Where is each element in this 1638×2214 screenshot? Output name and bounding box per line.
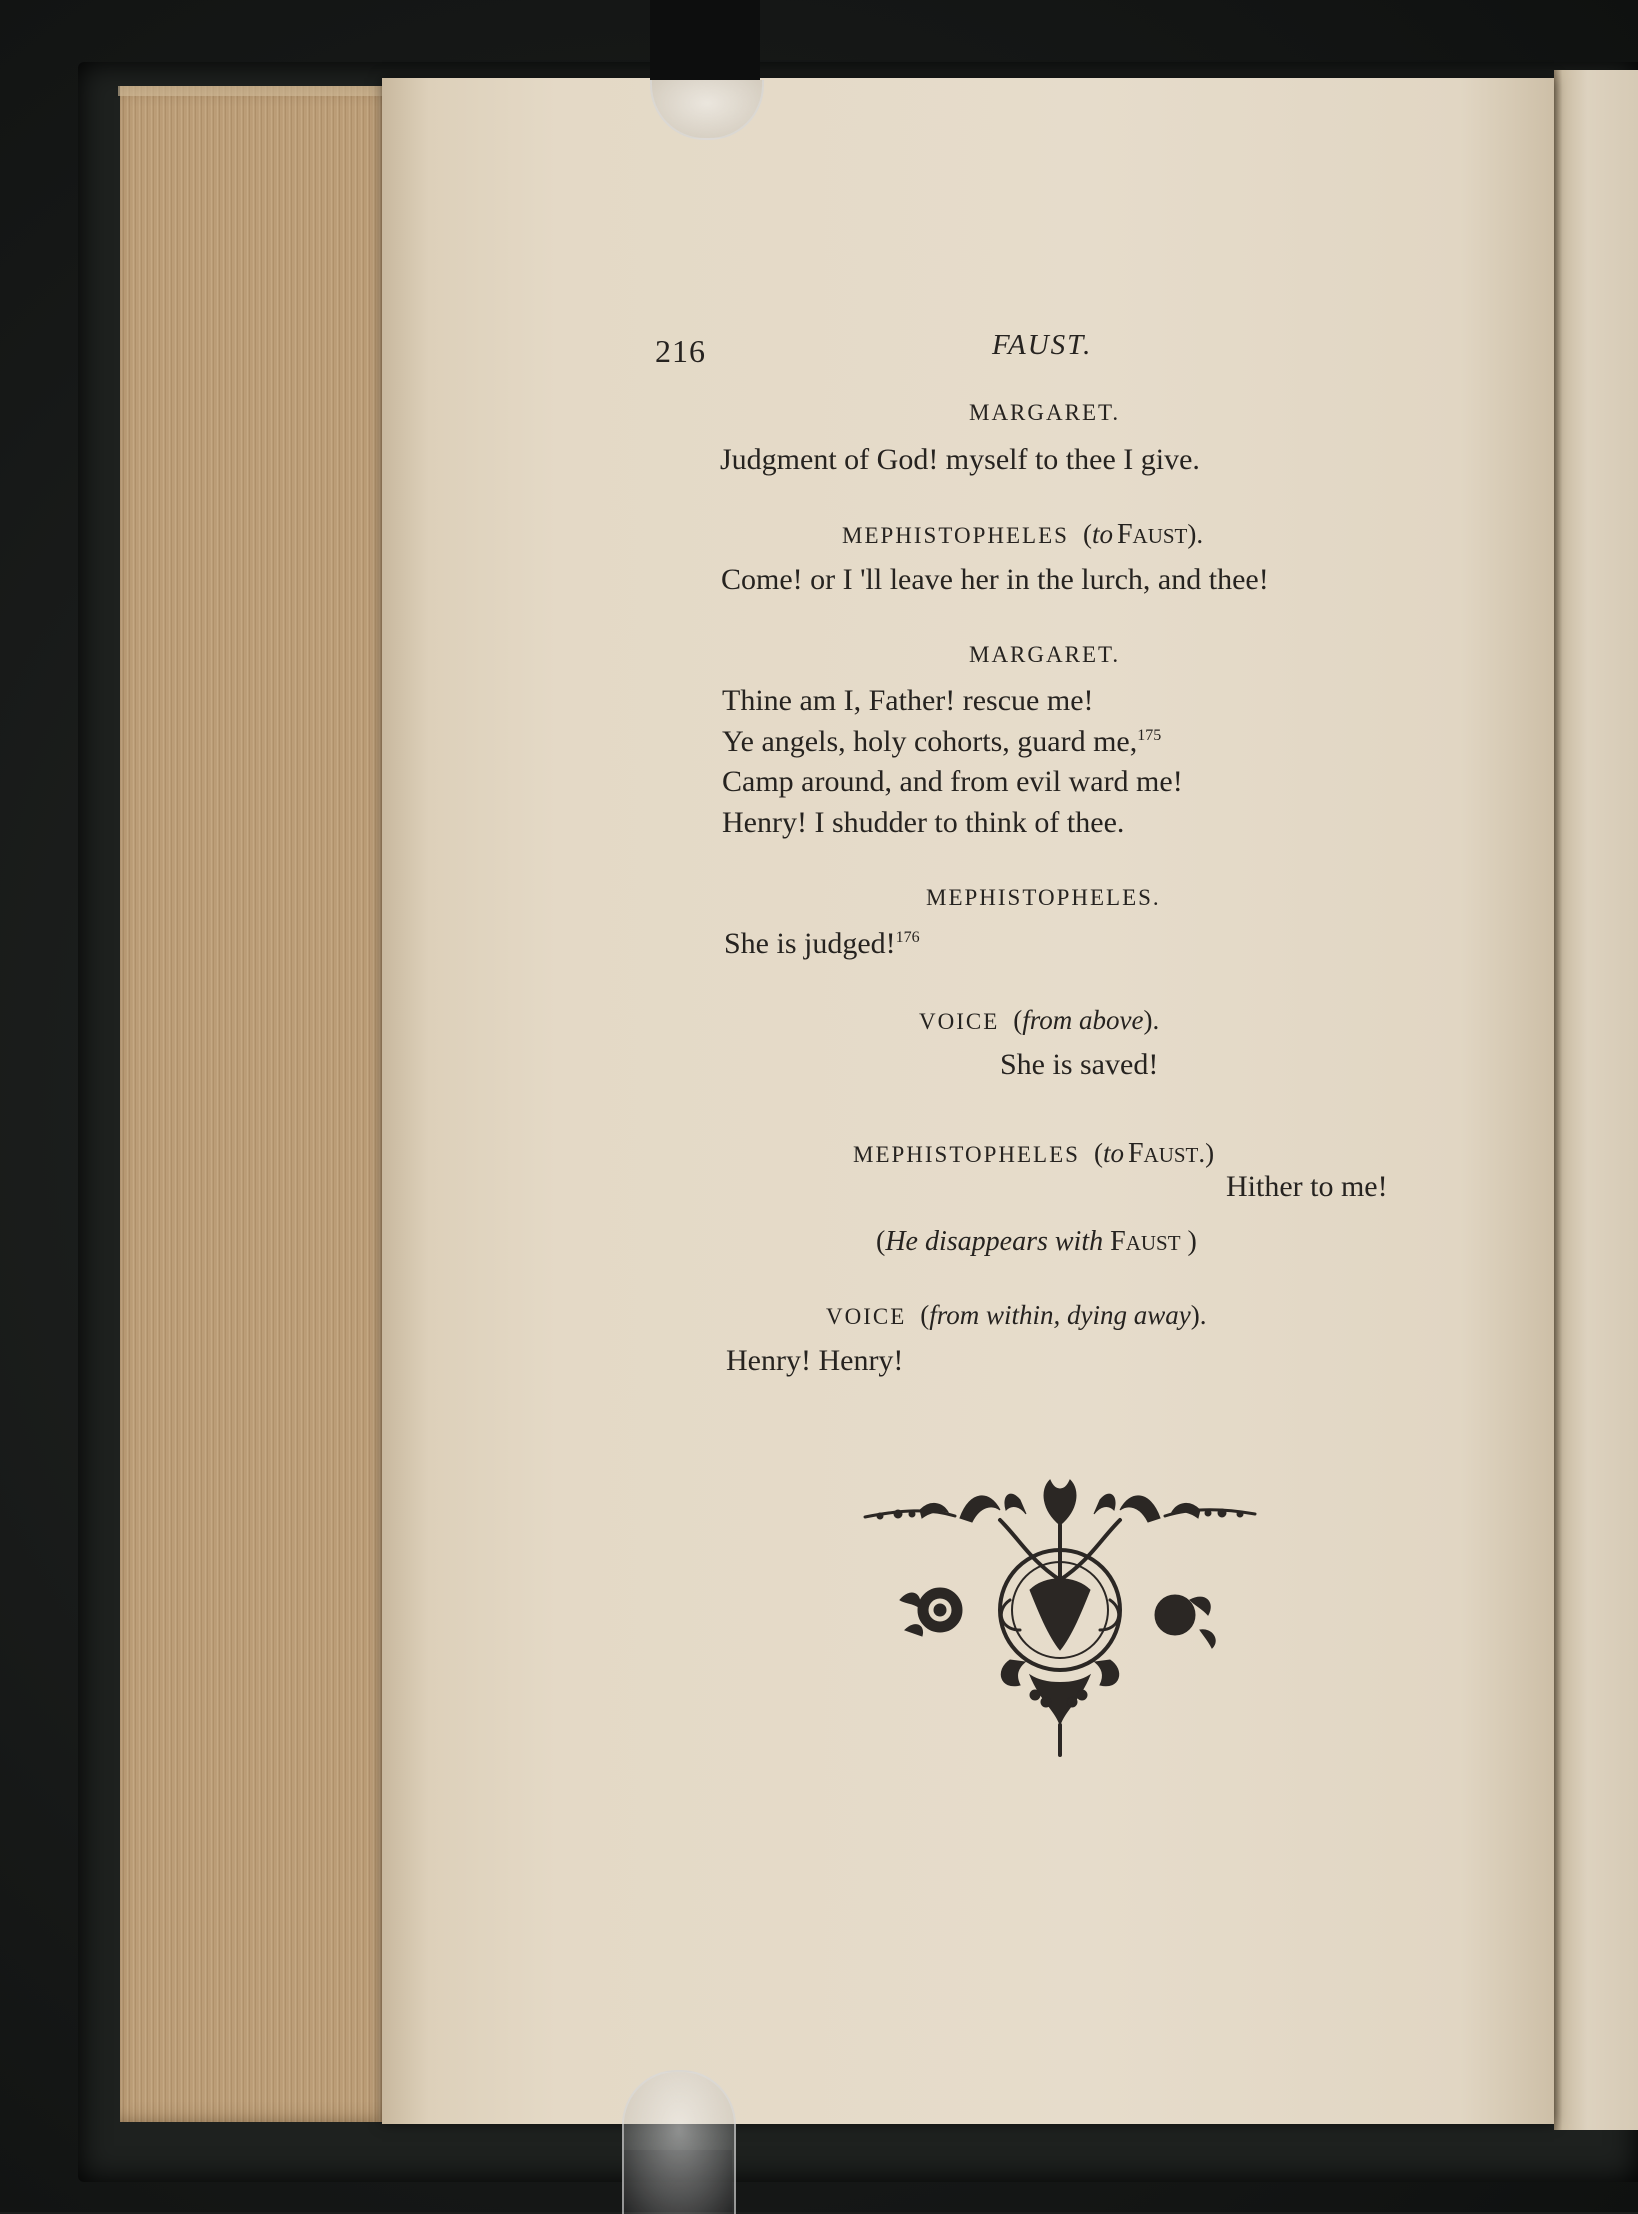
verse-line: Come! or I 'll leave her in the lurch, and thee! — [721, 563, 1269, 596]
verse-line — [724, 927, 920, 961]
speaker-name: MEPHISTOPHELES — [842, 523, 1069, 548]
verse-line: Thine am I, Father! rescue me! — [722, 684, 1094, 717]
stage-direction-italic: He disappears with — [885, 1226, 1104, 1257]
floral-vignette-icon — [860, 1470, 1260, 1760]
speaker-margaret: MARGARET. — [969, 642, 1121, 667]
stage-direction — [876, 1226, 1197, 1258]
book-page — [382, 78, 1554, 2124]
name-smallcaps: AUST — [1132, 524, 1188, 548]
verse-line: Henry! I shudder to think of thee. — [722, 806, 1125, 839]
verse-text: Ye angels, holy cohorts, guard me, — [722, 725, 1138, 758]
stage-direction-italic: to — [1091, 519, 1113, 549]
footnote-marker: 175 — [1137, 727, 1162, 744]
speaker-name: MEPHISTOPHELES — [853, 1142, 1080, 1167]
footnote-marker: 176 — [895, 929, 920, 946]
speaker-mephistopheles: MEPHISTOPHELES. — [926, 885, 1161, 910]
facing-page-edge — [1554, 70, 1638, 2130]
speaker-name: VOICE — [919, 1009, 1000, 1034]
verse-line: Hither to me! — [1226, 1170, 1388, 1203]
stage-direction-italic: to — [1102, 1138, 1124, 1168]
stage-direction-close: ) — [1187, 1226, 1197, 1257]
running-title: FAUST. — [992, 329, 1093, 361]
stage-direction-italic: from above — [1022, 1005, 1144, 1035]
name-smallcaps: AUST — [1143, 1143, 1199, 1167]
speaker-margaret: MARGARET. — [969, 400, 1121, 425]
verse-line: Henry! Henry! — [726, 1344, 904, 1377]
speaker-mephistopheles — [853, 1138, 1214, 1170]
stage-direction-open: ( — [920, 1300, 930, 1330]
verse-line: Camp around, and from evil ward me! — [722, 765, 1183, 798]
stage-direction-close: ). — [1187, 519, 1204, 549]
stage-direction-open: ( — [1093, 1138, 1103, 1168]
page-clip-bottom — [622, 2070, 736, 2214]
clip-arm-top — [650, 0, 760, 80]
speaker-voice — [919, 1005, 1159, 1036]
stage-direction-close: .) — [1198, 1138, 1215, 1168]
speaker-name: VOICE — [826, 1304, 907, 1329]
verse-line: Judgment of God! myself to thee I give. — [720, 443, 1200, 476]
stage-direction-italic: from within, dying away — [929, 1300, 1191, 1330]
speaker-mephistopheles — [842, 519, 1203, 551]
name-smallcaps: AUST — [1125, 1231, 1181, 1255]
stage-direction-close: ). — [1143, 1005, 1160, 1035]
page-edges — [120, 86, 420, 2122]
speaker-voice — [826, 1300, 1207, 1331]
stage-direction-open: ( — [1013, 1005, 1023, 1035]
name-initial: F — [1110, 1226, 1126, 1257]
verse-line: She is saved! — [1000, 1048, 1159, 1081]
stage-direction-close: ). — [1190, 1300, 1207, 1330]
stage-direction-open: ( — [1082, 519, 1092, 549]
name-initial: F — [1127, 1138, 1144, 1169]
name-initial: F — [1116, 519, 1133, 550]
verse-line — [722, 725, 1161, 759]
verse-text: She is judged! — [724, 927, 896, 960]
stage-direction-open: ( — [876, 1226, 886, 1257]
page-number: 216 — [655, 333, 706, 369]
